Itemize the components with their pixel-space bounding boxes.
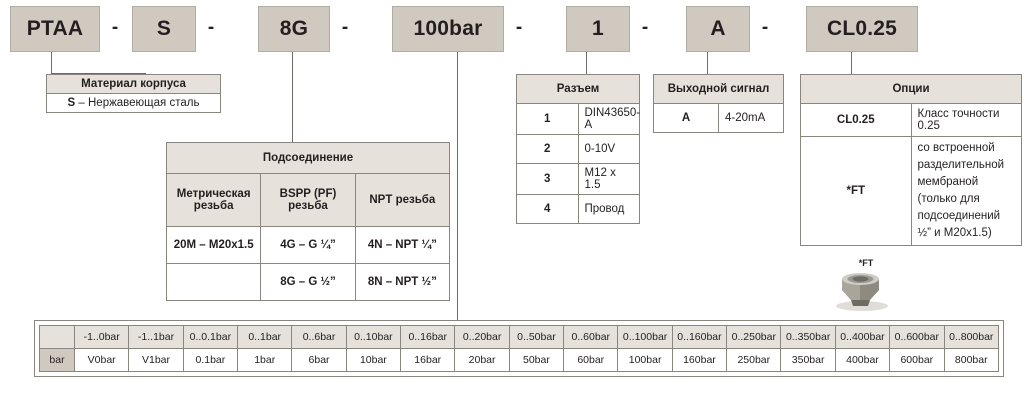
output-table (653, 74, 784, 133)
code-separator: - (641, 17, 649, 38)
connection-col-metric: Метрическая резьба (167, 174, 261, 227)
leader-line-housing (51, 52, 52, 74)
code-segment-output[interactable] (686, 6, 750, 52)
housing-table-grid (46, 74, 221, 113)
connector-table-grid (516, 74, 640, 224)
pressure-code-cell: 800bar (944, 349, 999, 372)
leader-line-connector (586, 52, 587, 74)
pressure-code-cell: 6bar (292, 349, 346, 372)
housing-table (46, 74, 221, 113)
table-row (167, 227, 450, 264)
connection-cell: 4N – NPT ¼” (355, 227, 449, 264)
pressure-range-cell: 0..1bar (238, 326, 292, 349)
options-table (800, 74, 1022, 246)
pressure-range-cell: -1..1bar (129, 326, 183, 349)
pressure-range-cell: 0..6bar (292, 326, 346, 349)
pressure-code-cell: 100bar (618, 349, 672, 372)
table-row (517, 164, 640, 195)
code-separator: - (111, 17, 119, 38)
connector-code: 3 (517, 164, 579, 195)
pressure-table-wrapper (34, 320, 1004, 377)
leader-line-options (851, 52, 852, 74)
table-row (517, 135, 640, 164)
pressure-range-cell: 0..50bar (509, 326, 563, 349)
pressure-range-cell: 0..100bar (618, 326, 672, 349)
table-row (167, 264, 450, 301)
code-segment-label: 8G (279, 17, 309, 40)
connector-title: Разъем (517, 75, 640, 104)
pressure-range-cell: 0..0.1bar (183, 326, 237, 349)
pressure-range-cell: 0..350bar (781, 326, 835, 349)
pressure-row-label: bar (40, 349, 75, 372)
pressure-code-cell: 600bar (890, 349, 944, 372)
output-table-grid (653, 74, 784, 133)
pressure-code-cell: 0.1bar (183, 349, 237, 372)
housing-desc: – Нержавеющая сталь (78, 97, 200, 109)
housing-code: S (67, 97, 76, 109)
pressure-corner-cell (40, 326, 75, 349)
pressure-range-cell: -1..0bar (75, 326, 129, 349)
table-row-ranges (40, 326, 999, 349)
housing-title: Материал корпуса (47, 75, 221, 94)
pressure-code-cell: 160bar (672, 349, 726, 372)
leader-line-pressure (457, 52, 458, 320)
code-segment-label: 100bar (413, 17, 483, 40)
table-row (47, 94, 221, 113)
ft-image-block (806, 258, 926, 312)
connector-desc: M12 x 1.5 (578, 164, 640, 195)
connector-code: 2 (517, 135, 579, 164)
pressure-range-cell: 0..10bar (346, 326, 400, 349)
pressure-code-cell: 60bar (564, 349, 618, 372)
connection-table-grid (166, 142, 450, 301)
pressure-code-cell: 10bar (346, 349, 400, 372)
pressure-code-cell: 20bar (455, 349, 509, 372)
pressure-code-cell: V1bar (129, 349, 183, 372)
connector-desc: Провод (578, 195, 640, 224)
code-segment-label: S (156, 17, 172, 40)
table-row (517, 195, 640, 224)
pressure-code-cell: 50bar (509, 349, 563, 372)
pressure-range-cell: 0..600bar (890, 326, 944, 349)
connector-desc: DIN43650-A (578, 104, 640, 135)
code-segment-housing[interactable] (132, 6, 196, 52)
options-code: CL0.25 (801, 104, 912, 137)
table-row (517, 75, 640, 104)
connection-col-npt: NPT резьба (355, 174, 449, 227)
code-separator: - (207, 17, 215, 38)
leader-line-connection (292, 52, 293, 142)
connection-cell: 8G – G ½” (261, 264, 355, 301)
table-row (167, 143, 450, 174)
code-segment-connector[interactable] (566, 6, 630, 52)
table-row (167, 174, 450, 227)
pressure-code-cell: 250bar (727, 349, 781, 372)
connection-cell: 8N – NPT ½” (355, 264, 449, 301)
pressure-range-cell: 0..160bar (672, 326, 726, 349)
table-row (47, 75, 221, 94)
code-segment-label: PTAA (26, 17, 84, 40)
connection-cell: 20M – M20x1.5 (167, 227, 261, 264)
code-separator: - (761, 17, 769, 38)
pressure-code-cell: 1bar (238, 349, 292, 372)
code-segment-label: A (710, 17, 726, 40)
pressure-range-cell: 0..400bar (835, 326, 889, 349)
connection-title: Подсоединение (167, 143, 450, 174)
table-row (801, 137, 1022, 246)
code-segment-connection[interactable] (258, 6, 330, 52)
connector-code: 4 (517, 195, 579, 224)
options-title: Опции (801, 75, 1022, 104)
code-segment-pressure[interactable] (392, 6, 504, 52)
table-row (654, 104, 784, 133)
options-desc: Класс точности 0.25 (911, 104, 1022, 137)
output-desc: 4-20mA (719, 104, 784, 133)
table-row (801, 104, 1022, 137)
pressure-range-cell: 0..16bar (401, 326, 455, 349)
pressure-code-cell: 350bar (781, 349, 835, 372)
options-desc: со встроенной разделительной мембраной (только для подсоединений ½” и M20x1.5) (911, 137, 1022, 246)
connector-code: 1 (517, 104, 579, 135)
code-segment-label: 1 (592, 17, 604, 40)
connection-cell: 4G – G ¼” (261, 227, 355, 264)
connector-table (516, 74, 640, 224)
pressure-table-grid (39, 325, 999, 372)
connection-cell (167, 264, 261, 301)
leader-line-output (707, 52, 708, 74)
code-segment-model[interactable] (10, 6, 100, 52)
pressure-range-cell: 0..800bar (944, 326, 999, 349)
pressure-range-cell: 0..60bar (564, 326, 618, 349)
table-row (654, 75, 784, 104)
connection-table (166, 142, 450, 301)
diaphragm-seal-photo (826, 270, 892, 312)
ft-caption: *FT (858, 258, 874, 268)
output-code: A (654, 104, 719, 133)
table-row (517, 104, 640, 135)
connection-col-bspp: BSPP (PF) резьба (261, 174, 355, 227)
code-separator: - (341, 17, 349, 38)
pressure-code-cell: V0bar (75, 349, 129, 372)
pressure-code-cell: 16bar (401, 349, 455, 372)
table-row (801, 75, 1022, 104)
output-title: Выходной сигнал (654, 75, 784, 104)
table-row-codes (40, 349, 999, 372)
pressure-range-cell: 0..20bar (455, 326, 509, 349)
code-separator: - (515, 17, 523, 38)
code-segment-options[interactable] (806, 6, 918, 52)
housing-row (47, 94, 221, 113)
code-line (10, 6, 1022, 52)
options-code: *FT (801, 137, 912, 246)
pressure-code-cell: 400bar (835, 349, 889, 372)
options-table-grid (800, 74, 1022, 246)
code-segment-label: CL0.25 (826, 17, 898, 40)
pressure-range-cell: 0..250bar (727, 326, 781, 349)
connector-desc: 0-10V (578, 135, 640, 164)
